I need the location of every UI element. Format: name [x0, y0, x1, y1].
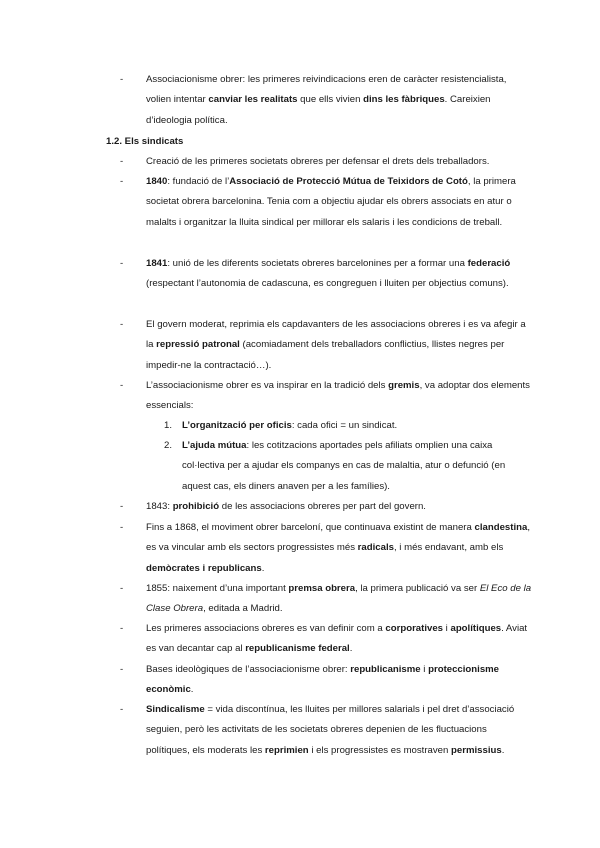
bullet-item [0, 254, 600, 295]
bold-text: 1840 [146, 176, 168, 187]
text-run: i els progressistes es mostraven [308, 744, 452, 756]
text-run: Associacionisme obrer: les primeres reivindicacions eren de caràcter resistencialista, volien intentar [146, 74, 507, 106]
bullet-text [146, 315, 532, 376]
bold-text: apolítiques [450, 623, 502, 634]
bold-text: dins les fàbriques [363, 94, 445, 106]
bullet-item [0, 172, 600, 233]
text-run: , editada a Madrid. [203, 603, 283, 615]
bullet-item [0, 376, 600, 417]
bullet-item [0, 700, 600, 761]
text-run: L’associacionisme obrer es va inspirar en la tradició dels [146, 380, 389, 391]
text-run: : cada ofici = un sindicat. [291, 420, 398, 431]
item-number: 1. [164, 420, 173, 431]
text-run: . [501, 744, 505, 756]
bullet-item [0, 315, 600, 376]
text-run: . Careixien d’ideologia política. [146, 94, 491, 126]
text-run: 1843: [146, 501, 173, 512]
bullet-dash: - [120, 156, 124, 167]
bold-text: L’organització per oficis [182, 420, 292, 431]
bullet-dash: - [120, 664, 124, 675]
bullet-text [146, 619, 532, 660]
bold-text: permissius [451, 744, 502, 756]
bold-text: federació [467, 258, 511, 269]
bold-text: premsa obrera [288, 583, 356, 594]
bullet-dash: - [120, 380, 124, 391]
bullet-dash: - [120, 623, 124, 634]
item-number: 2. [164, 440, 173, 451]
bold-text: proteccionisme econòmic [146, 664, 500, 696]
text-run: . [190, 684, 194, 696]
bold-text: reprimien [264, 744, 309, 756]
bold-text: 1841 [146, 258, 168, 269]
text-run: Les primeres associacions obreres es van definir com a [146, 623, 386, 634]
text-run: . [261, 562, 265, 574]
bullet-item [0, 70, 600, 131]
text-run: de les associacions obreres per part del govern. [219, 501, 426, 512]
text-run: , la primera societat obrera barcelonina. Tenia com a objectiu ajudar els obrers associats en atur o malalts i organitzar la lluita sindical per millorar els salaris i les condicions de treball. [146, 176, 516, 228]
text-run: i [420, 664, 429, 675]
text-run: : fundació de l’ [167, 176, 230, 187]
bullet-text [146, 152, 532, 172]
text-run: Fins a 1868, el moviment obrer barceloní, que continuava existint de manera [146, 522, 475, 533]
text-run: , va adoptar dos elements essencials: [146, 380, 530, 412]
text-run: (acomiadament dels treballadors conflictius, llistes negres per impedir-ne la contractació…). [146, 339, 505, 371]
bullet-item [0, 497, 600, 517]
bold-text: Sindicalisme [146, 704, 205, 715]
bold-text: republicanisme [350, 664, 421, 675]
bullet-item [0, 579, 600, 620]
text-run: 1855: naixement d’una important [146, 583, 289, 594]
text-run: , la primera publicació va ser [355, 583, 480, 594]
numbered-text [182, 436, 532, 497]
bullet-dash: - [120, 704, 124, 715]
bullet-dash: - [120, 501, 124, 512]
bullet-dash: - [120, 522, 124, 533]
bullet-item [0, 660, 600, 701]
bold-text: canviar les realitats [208, 94, 298, 106]
italic-text: El Eco de la Clase Obrera [146, 583, 532, 615]
text-run: (respectant l’autonomia de cadascuna, es congreguen i lluiten per objectius comuns). [146, 278, 509, 290]
bold-text: prohibició [172, 501, 220, 512]
bullet-text [146, 660, 532, 701]
bullet-text [146, 579, 532, 620]
bullet-item [0, 619, 600, 660]
text-run: que ells vivien [297, 94, 364, 106]
bullet-text [146, 497, 532, 517]
text-run: i [443, 623, 451, 634]
bullet-text [146, 700, 532, 761]
bullet-text [146, 518, 532, 579]
bold-text: gremis [388, 380, 420, 391]
text-run: = vida discontínua, les lluites per millores salarials i pel dret d’associació seguien, però les activitats de les societats obreres depenien de les fluctuacions polítiques, els moderats les [146, 704, 515, 756]
bold-text: clandestina [474, 522, 528, 533]
text-run: Bases ideològiques de l’associacionisme obrer: [146, 664, 351, 675]
bullet-dash: - [120, 319, 124, 330]
numbered-item [0, 416, 600, 436]
bullet-text [146, 376, 532, 417]
bullet-dash: - [120, 74, 124, 85]
text-run: El govern moderat, reprimia els capdavanters de les associacions obreres i es va afegir a la [146, 319, 526, 351]
bold-text: republicanisme federal [245, 643, 350, 655]
bullet-text [146, 70, 532, 131]
bullet-item [0, 518, 600, 579]
text-run: : les cotitzacions aportades pels afiliats omplien una caixa col·lectiva per a ajudar els companys en cas de malaltia, atur o defunció (en aquest cas, els diners anaven per a les famílies). [182, 440, 506, 492]
numbered-item [0, 436, 600, 497]
bullet-text [146, 172, 532, 233]
bold-text: radicals [357, 542, 394, 554]
text-run: . Aviat es van decantar cap al [146, 623, 528, 655]
numbered-text [182, 416, 532, 436]
text-run: : unió de les diferents societats obreres barcelonines per a formar una [167, 258, 468, 269]
bold-text: Associació de Protecció Mútua de Teixidors de Cotó [229, 176, 468, 187]
bullet-item [0, 152, 600, 172]
text-run: Creació de les primeres societats obreres per defensar el drets dels treballadors. [146, 156, 490, 167]
bold-text: repressió patronal [156, 339, 240, 351]
bold-text: L’ajuda mútua [182, 440, 247, 451]
bold-text: demòcrates i republicans [146, 562, 262, 574]
text-run: , i més endavant, amb els [393, 542, 504, 554]
text-run: . [349, 643, 353, 655]
bullet-text [146, 254, 532, 295]
bold-text: corporatives [385, 623, 444, 634]
bullet-dash: - [120, 258, 124, 269]
text-run: , es va vincular amb els sectors progressistes més [146, 522, 530, 554]
section-heading: 1.2. Els sindicats [106, 136, 184, 147]
bullet-dash: - [120, 176, 124, 187]
bullet-dash: - [120, 583, 124, 594]
